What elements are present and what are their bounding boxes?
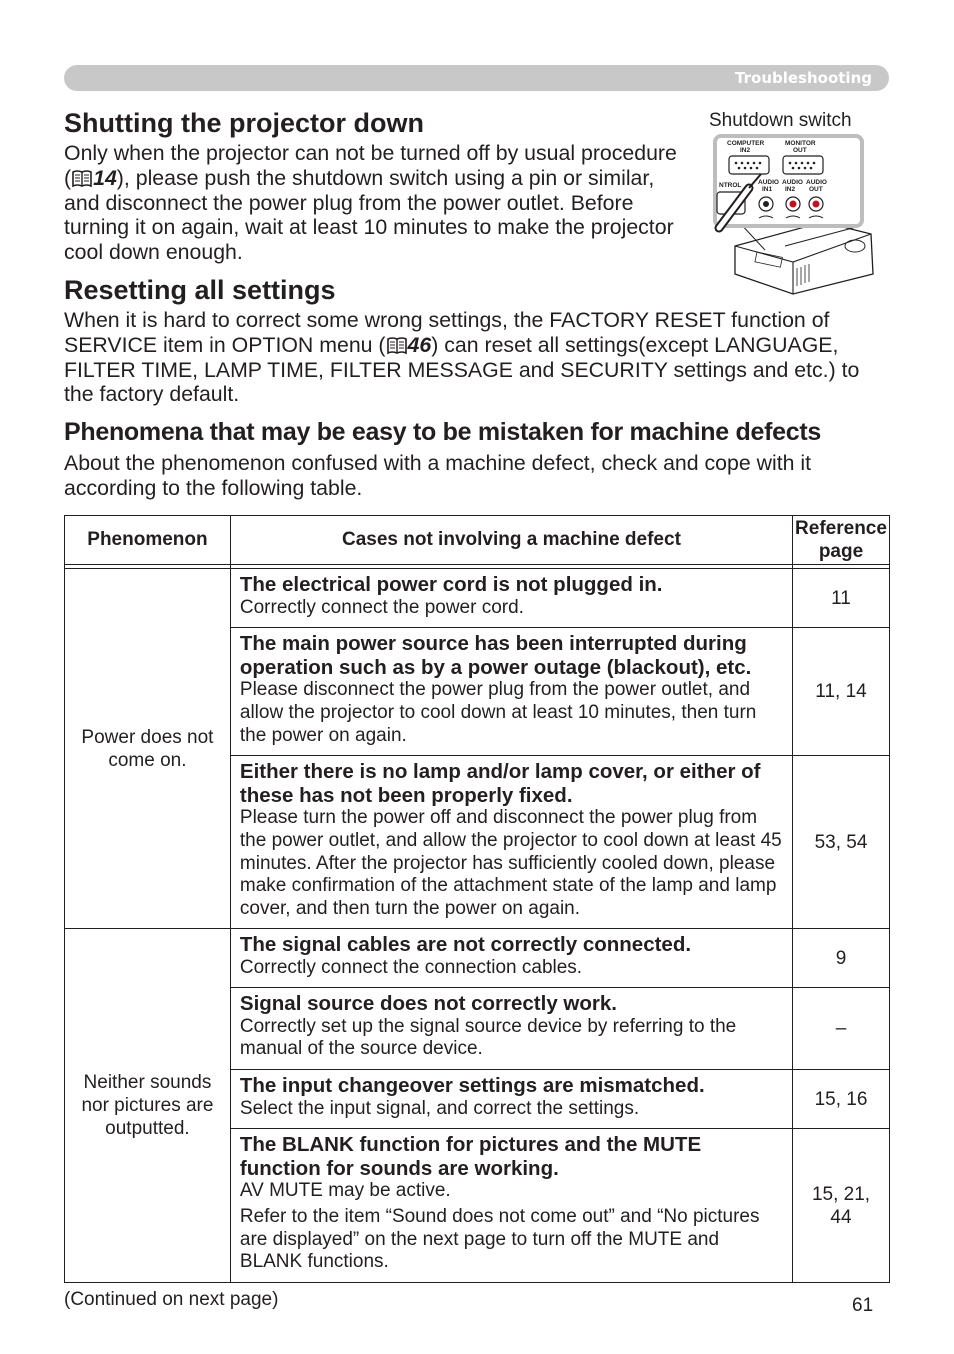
case-description: AV MUTE may be active. <box>239 1180 451 1201</box>
header-ref-line1: Reference <box>795 518 887 539</box>
case-title: The signal cables are not correctly connected. <box>239 933 692 956</box>
case-title: The main power source has been interrupted during operation such as by a power outage (blackout), etc. <box>239 632 752 679</box>
shutdown-page-ref[interactable]: 14 <box>93 165 117 190</box>
label-audio-in1-2: IN1 <box>762 186 773 193</box>
case-title: The electrical power cord is not plugged in. <box>239 573 663 596</box>
case-cell <box>230 569 792 628</box>
case-cell <box>230 756 792 929</box>
phenomena-table <box>64 515 890 1283</box>
label-monitor-out-2: OUT <box>793 147 807 154</box>
case-description: Select the input signal, and correct the settings. <box>239 1097 640 1119</box>
case-description-extra: Refer to the item “Sound does not come out” and “No pictures are displayed” on the next page to turn off the MUTE and BLANK functions. <box>239 1205 760 1273</box>
reset-heading: Resetting all settings <box>64 275 336 305</box>
reset-text-before: When it is hard to correct some wrong settings, the FACTORY RESET function of SERVICE item in OPTION menu ( <box>64 308 830 357</box>
table-row <box>65 929 890 988</box>
label-computer-in2-1: COMPUTER <box>727 140 765 147</box>
case-description: Please disconnect the power plug from the power outlet, and allow the projector to cool down at least 10 minutes, then turn the power on again. <box>239 679 757 746</box>
label-computer-in2-2: IN2 <box>740 147 751 154</box>
case-description: Correctly set up the signal source device by referring to the manual of the source device. <box>239 1015 737 1060</box>
case-title: Either there is no lamp and/or lamp cover, or either of these has not been properly fixed. <box>239 760 761 807</box>
phenomenon-cell-no-output <box>65 929 231 1283</box>
case-cell <box>230 1129 792 1283</box>
reference-page-cell <box>792 1129 889 1283</box>
case-cell <box>230 628 792 756</box>
reference-page-cell: 11, 14 <box>792 628 889 756</box>
continued-note: (Continued on next page) <box>64 1289 279 1310</box>
label-audio-in2-2: IN2 <box>785 186 796 193</box>
reference-page-cell: 15, 16 <box>792 1070 889 1129</box>
case-title: The BLANK function for pictures and the MUTE function for sounds are working. <box>239 1133 702 1180</box>
table-row <box>65 569 890 628</box>
phenomenon-line: Neither sounds <box>83 1072 212 1093</box>
header-phenomenon: Phenomenon <box>65 516 231 565</box>
reset-page-ref[interactable]: 46 <box>407 332 432 357</box>
figure-caption: Shutdown switch <box>709 110 852 131</box>
table-header-row <box>65 516 890 565</box>
book-reference-icon <box>386 335 408 355</box>
book-reference-icon <box>71 168 93 188</box>
reference-page-line: 44 <box>830 1206 852 1228</box>
label-audio-out-2: OUT <box>809 186 823 193</box>
case-description: Correctly connect the connection cables. <box>239 956 583 978</box>
phenomena-intro: About the phenomenon confused with a machine defect, check and cope with it according to the following table. <box>64 451 812 500</box>
section-header-bar <box>64 65 889 91</box>
shutdown-paragraph <box>64 141 684 265</box>
case-cell <box>230 988 792 1070</box>
reset-text-after: ) can reset all settings(except LANGUAGE, FILTER TIME, LAMP TIME, FILTER MESSAGE and SECURITY settings and etc.) to the factory default. <box>64 332 860 407</box>
reference-page-cell: 9 <box>792 929 889 988</box>
reference-page-cell: 11 <box>792 569 889 628</box>
phenomenon-line: outputted. <box>105 1118 190 1139</box>
projector-rear-panel-figure <box>705 134 877 296</box>
case-cell <box>230 929 792 988</box>
shutdown-text-after: ), please push the shutdown switch using a pin or similar, and disconnect the power plug from the power outlet. Before turning it on again, wait at least 10 minutes to make the projector cool down enough. <box>64 165 674 265</box>
label-control: NTROL <box>719 182 742 189</box>
section-title: Troubleshooting <box>735 69 872 87</box>
label-audio-in2-1: AUDIO <box>782 179 803 186</box>
label-monitor-out-1: MONITOR <box>785 140 816 147</box>
case-title: Signal source does not correctly work. <box>239 992 617 1015</box>
header-reference-page <box>792 516 889 565</box>
case-description: Please turn the power off and disconnect the power plug from the power outlet, and allow the projector to cool down at least 45 minutes. After the projector has sufficiently cooled down, please make confirmation of the attachment state of the lamp and lamp cover, and then turn the power on again. <box>239 807 782 920</box>
shutdown-text-before: Only when the projector can not be turned off by usual procedure ( <box>64 141 677 190</box>
reference-page-line: 15, 21, <box>811 1183 871 1205</box>
reset-paragraph <box>64 308 894 407</box>
phenomenon-line: nor pictures are <box>81 1095 214 1116</box>
label-audio-out-1: AUDIO <box>806 179 827 186</box>
label-audio-in1-1: AUDIO <box>758 179 779 186</box>
case-description: Correctly connect the power cord. <box>239 596 524 618</box>
shutdown-heading: Shutting the projector down <box>64 108 424 138</box>
phenomena-heading: Phenomena that may be easy to be mistaken for machine defects <box>64 418 821 446</box>
reference-page-cell: – <box>792 988 889 1070</box>
header-cases: Cases not involving a machine defect <box>230 516 792 565</box>
case-cell <box>230 1070 792 1129</box>
reference-page-cell: 53, 54 <box>792 756 889 929</box>
phenomenon-line: come on. <box>108 749 187 771</box>
case-title: The input changeover settings are mismatched. <box>239 1074 705 1097</box>
phenomenon-line: Power does not <box>81 726 214 748</box>
phenomenon-cell-power <box>65 569 231 929</box>
page-number: 61 <box>852 1295 874 1316</box>
header-ref-line2: page <box>818 541 864 562</box>
